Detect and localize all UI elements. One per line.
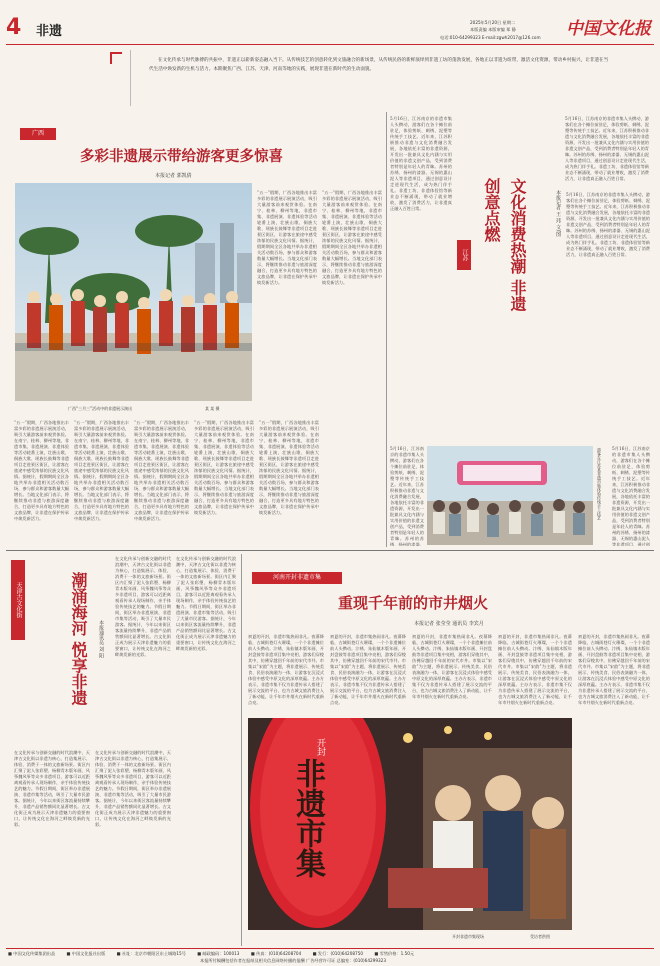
footer-item: ■ 邮政编码：100013 bbox=[197, 951, 240, 956]
section-name: 非遗 bbox=[36, 24, 63, 39]
intro-text: 在文化传承与时代脉搏的共振中，非遗正以崭新姿态融入当下。从传统技艺的创意转化到文旅融合的新场景，从传统民俗的新鲜演绎到非遗工坊的蓬勃发展，各地正以非遗为纽带，激活文化资源，带动乡村振兴，让非遗在当代生活中焕发新的生机与活力。本期聚焦广西、江苏、天津、河南等地的实践，展现非遗在新时代的生动面貌。 bbox=[149, 58, 609, 72]
guangxi-body-col3: “五一”假期，广西各地推出丰富多彩的非遗展示展演活动，吸引大量游客前来观赏体验。在南宁、桂林、柳州等地，非遗市集、非遗展演、非遗体验等活动轮番上演，壮族山歌、侗族大歌、瑶族长鼓舞等非遗项目走进景区街区，让游客在旅途中感受浓郁的民族文化风情。据统计，假期期间全区各地共举办非遗相关活动数百场，参与群众和游客数量大幅增长。当地文化部门表示，将继续推动非遗与旅游深度融合，打造更多具有地方特色的文旅品牌，让非遗在保护传承中焕发新活力。 bbox=[74, 420, 129, 521]
henan-body-col5: 初夏的开封，非遗市集热闹非凡。夜幕降临，古城街巷灯火璀璨，一个个非遗摊位前人头攒动。汴绣、朱仙镇木版年画、开封盘鼓等非遗项目集中亮相，游客们穿梭其中，仿佛穿越回千年前的宋代市井。市集以“宋韵”为主题，将非遗展示、传统美食、民俗表演融为一体，让游客在沉浸式体验中感受中原文化的深厚底蕴。主办方表示，非遗市集不仅为非遗传承人搭建了展示交流的平台，也为古城文旅消费注入了新动能，让千年市井烟火在新时代重新点亮。 bbox=[578, 634, 650, 705]
jiangsu-body-col5: 5月16日，江苏南京的非遗市集人头攒动，游客们在各个摊位前驻足，体验剪纸、刺绣、泥塑等传统手工技艺。近年来，江苏积极推动非遗与文化消费融合发展，各地依托丰富的非遗资源，开发出一批兼具文化内涵与实用价值的非遗文创产品，受到消费者特别是年轻人的青睐。苏州的苏绣、扬州的漆器、无锡的惠山泥人等非遗项目，通过创 bbox=[612, 446, 650, 546]
footer-legal: 本报所付稿酬包括作者在报纸及相关信息网络传播的报酬 广告经营许可证 总编室：(010)64299323 bbox=[200, 958, 386, 963]
phone-email: 电话:010-64299323 E-mail:zgwh2017@126.com bbox=[440, 35, 541, 40]
henan-byline: 本报记者 张莹莹 通讯员 李宾月 bbox=[414, 621, 484, 627]
jiangsu-body-col2: 5月16日，江苏南京的非遗市集人头攒动，游客们在各个摊位前驻足，体验剪纸、刺绣、泥塑等传统手工技艺。近年来，江苏积极推动非遗与文化消费融合发展，各地依托丰富的非遗资源，开发出一批兼具文化内涵与实用价值的非遗文创产品，受到消费者特别是年轻人的青睐。苏州的苏绣、扬州的漆器、无锡的惠山泥人等非遗项目，通过创意设计走进现代生活，成为热门伴手礼。非遗工坊、非遗体验馆等新业态不断涌现，带动了就业增收，激发了消费活力，让非遗真正融入百姓日常。 bbox=[565, 116, 649, 181]
footer-item: ■ 社址：北京市朝阳区东土城路15号 bbox=[116, 951, 186, 956]
footer-rule bbox=[6, 948, 654, 949]
page-number: 4 bbox=[6, 15, 22, 40]
guangxi-caption: 广西“三月三”活动中的非遗展示演出 bbox=[68, 406, 133, 411]
lower-vertical-rule bbox=[241, 554, 242, 946]
henan-tag: 河南开封非遗市集 bbox=[252, 572, 342, 584]
guangxi-photo-art bbox=[15, 183, 252, 401]
tianjin-body-col1: 在文化传承与创新交融的时代浪潮中，天津古文化街以非遗为核心，打造集展示、体验、消费于一体的文旅新场景。街区内汇聚了泥人张彩塑、杨柳青木版年画、风筝魏风筝等众多非遗项目，游客可以近距离观看传承人现场制作，亲手体验传统技艺的魅力。节假日期间，街区举办非遗展演、非遗市集等活动，吸引了大量市民游客。据统计，今年以来街区客流量持续攀升，非遗产品销售额同比显著增长。古文化街正成为展示天津非遗魅力的重要窗口，让传统文化在海河之畔焕发新的光彩。 bbox=[115, 556, 171, 657]
newspaper-logo: 中国文化报 bbox=[566, 19, 651, 39]
jiangsu-headline: 文化消费热潮 非遗创意点燃 bbox=[482, 178, 527, 312]
henan-body-col4: 初夏的开封，非遗市集热闹非凡。夜幕降临，古城街巷灯火璀璨，一个个非遗摊位前人头攒动。汴绣、朱仙镇木版年画、开封盘鼓等非遗项目集中亮相，游客们穿梭其中，仿佛穿越回千年前的宋代市井。市集以“宋韵”为主题，将非遗展示、传统美食、民俗表演融为一体，让游客在沉浸式体验中感受中原文化的深厚底蕴。主办方表示，非遗市集不仅为非遗传承人搭建了展示交流的平台，也为古城文旅消费注入了新动能，让千年市井烟火在新时代重新点亮。 bbox=[498, 634, 572, 705]
tianjin-body-col3: 在文化传承与创新交融的时代浪潮中，天津古文化街以非遗为核心，打造集展示、体验、消费于一体的文旅新场景。街区内汇聚了泥人张彩塑、杨柳青木版年画、风筝魏风筝等众多非遗项目，游客可以近距离观看传承人现场制作，亲手体验传统技艺的魅力。节假日期间，街区举办非遗展演、非遗市集等活动，吸引了大量市民游客。据统计，今年以来街区客流量持续攀升，非遗产品销售额同比显著增长。古文化街正成为展示天津非遗魅力的重要窗口，让传统文化在海河之畔焕发新的光彩。 bbox=[14, 750, 90, 827]
guangxi-body-col2: “五一”假期，广西各地推出丰富多彩的非遗展示展演活动，吸引大量游客前来观赏体验。在南宁、桂林、柳州等地，非遗市集、非遗展演、非遗体验等活动轮番上演，壮族山歌、侗族大歌、瑶族长鼓舞等非遗项目走进景区街区，让游客在旅途中感受浓郁的民族文化风情。据统计，假期期间全区各地共举办非遗相关活动数百场，参与群众和游客数量大幅增长。当地文化部门表示，将继续推动非遗与旅游深度融合，打造更多具有地方特色的文旅品牌，让非遗在保护传承中焕发新活力。 bbox=[14, 420, 69, 521]
henan-photo bbox=[248, 718, 572, 930]
jiangsu-body-col4: 5月16日，江苏南京的非遗市集人头攒动，游客们在各个摊位前驻足，体验剪纸、刺绣、泥塑等传统手工技艺。近年来，江苏积极推动非遗与文化消费融合发展，各地依托丰富的非遗资源，开发出一批兼具文化内涵与实用价值的非遗文创产品，受到消费者特别是年轻人的青睐。苏州的苏绣、扬州的漆器、 bbox=[390, 446, 424, 546]
guangxi-tag: 广西 bbox=[20, 128, 56, 140]
tianjin-body-col4: 在文化传承与创新交融的时代浪潮中，天津古文化街以非遗为核心，打造集展示、体验、消费于一体的文旅新场景。街区内汇聚了泥人张彩塑、杨柳青木版年画、风筝魏风筝等众多非遗项目，游客可以近距离观看传承人现场制作，亲手体验传统技艺的魅力。节假日期间，街区举办非遗展演、非遗市集等活动，吸引了大量市民游客。据统计，今年以来街区客流量持续攀升，非遗产品销售额同比显著增长。古文化街正成为展示天津非遗魅力的重要窗口，让传统文化在海河之畔焕发新的光彩。 bbox=[95, 750, 171, 827]
jiangsu-tag: 江苏 bbox=[457, 240, 471, 270]
jiangsu-body-col1: 5月16日，江苏南京的非遗市集人头攒动，游客们在各个摊位前驻足，体验剪纸、刺绣、泥塑等传统手工技艺。近年来，江苏积极推动非遗与文化消费融合发展，各地依托丰富的非遗资源，开发出一批兼具文化内涵与实用价值的非遗文创产品，受到消费者特别是年轻人的青睐。苏州的苏绣、扬州的漆器、无锡的惠山泥人等非遗项目，通过创意设计走进现代生活，成为热门伴手礼。非遗工坊、非遗体验馆等新业态不断涌现，带动了就业增收，激发了消费活力，让非遗真正融入百姓日常。 bbox=[390, 116, 452, 211]
guangxi-body-col1: “五一”假期，广西各地推出丰富多彩的非遗展示展演活动，吸引大量游客前来观赏体验。在南宁、桂林、柳州等地，非遗市集、非遗展演、非遗体验等活动轮番上演，壮族山歌、侗族大歌、瑶族长鼓舞等非遗项目走进景区街区，让游客在旅途中感受浓郁的民族文化风情。据统计，假期期间全区各地共举办非遗相关活动数百场，参与群众和游客数量大幅增长。当地文化部门表示，将继续推动非遗与旅游深度融合，打造更多具有地方特色的文旅品牌，让非遗在保护传承中焕发新活力。 bbox=[257, 190, 317, 285]
footer-info bbox=[8, 951, 654, 957]
henan-sign-small: 开封 bbox=[315, 738, 325, 756]
footer-item: ■ 中国文化传媒集团出品 bbox=[8, 951, 56, 956]
intro-box bbox=[130, 50, 630, 106]
jiangsu-photo bbox=[427, 446, 593, 545]
jiangsu-byline: 本报记者 王 玮 文/图 bbox=[555, 190, 561, 237]
mid-rule bbox=[6, 550, 654, 551]
henan-body-col2: 初夏的开封，非遗市集热闹非凡。夜幕降临，古城街巷灯火璀璨，一个个非遗摊位前人头攒动。汴绣、朱仙镇木版年画、开封盘鼓等非遗项目集中亮相，游客们穿梭其中，仿佛穿越回千年前的宋代市井。市集以“宋韵”为主题，将非遗展示、传统美食、民俗表演融为一体，让游客在沉浸式体验中感受中原文化的深厚底蕴。主办方表示，非遗市集不仅为非遗传承人搭建了展示交流的平台，也为古城文旅消费注入了新动能，让千年市井烟火在新时代重新点亮。 bbox=[330, 634, 406, 705]
guangxi-body-col4: “五一”假期，广西各地推出丰富多彩的非遗展示展演活动，吸引大量游客前来观赏体验。在南宁、桂林、柳州等地，非遗市集、非遗展演、非遗体验等活动轮番上演，壮族山歌、侗族大歌、瑶族长鼓舞等非遗项目走进景区街区，让游客在旅途中感受浓郁的民族文化风情。据统计，假期期间全区各地共举办非遗相关活动数百场，参与群众和游客数量大幅增长。当地文化部门表示，将继续推动非遗与旅游深度融合，打造更多具有地方特色的文旅品牌，让非遗在保护传承中焕发新活力。 bbox=[134, 420, 189, 521]
tianjin-tag: 天津古文化街 bbox=[11, 560, 25, 640]
tianjin-byline: 本报通讯员 刘 阳 bbox=[98, 620, 104, 659]
footer-item: ■ 零售价格：1.50元 bbox=[374, 951, 415, 956]
tianjin-body-col2: 在文化传承与创新交融的时代浪潮中，天津古文化街以非遗为核心，打造集展示、体验、消费于一体的文旅新场景。街区内汇聚了泥人张彩塑、杨柳青木版年画、风筝魏风筝等众多非遗项目，游客可以近距离观看传承人现场制作，亲手体验传统技艺的魅力。节假日期间，街区举办非遗展演、非遗市集等活动，吸引了大量市民游客。据统计，今年以来街区客流量持续攀升，非遗产品销售额同比显著增长。古文化街正成为展示天津非遗魅力的重要窗口，让传统文化在海河之畔焕发新的光彩。 bbox=[176, 556, 236, 651]
henan-headline: 重现千年前的市井烟火 bbox=[338, 594, 489, 612]
footer-item: ■ 中国文化报社出版 bbox=[66, 951, 106, 956]
jiangsu-body-col3: 5月16日，江苏南京的非遗市集人头攒动，游客们在各个摊位前驻足，体验剪纸、刺绣、泥塑等传统手工技艺。近年来，江苏积极推动非遗与文化消费融合发展，各地依托丰富的非遗资源，开发出一批兼具文化内涵与实用价值的非遗文创产品，受到消费者特别是年轻人的青睐。苏州的苏绣、扬州的漆器、无锡的惠山泥人等非遗项目，通过创意设计走进现代生活，成为热门伴手礼。非遗工坊、非遗体验馆等新业态不断涌现，带动了就业增收，激发了消费活力，让非遗真正融入百姓日常。 bbox=[566, 192, 650, 257]
henan-sign-big: 非遗市集 bbox=[290, 758, 325, 878]
henan-caption: 开封非遗市集现场 bbox=[452, 934, 484, 939]
henan-body-col1: 初夏的开封，非遗市集热闹非凡。夜幕降临，古城街巷灯火璀璨，一个个非遗摊位前人头攒动。汴绣、朱仙镇木版年画、开封盘鼓等非遗项目集中亮相，游客们穿梭其中，仿佛穿越回千年前的宋代市井。市集以“宋韵”为主题，将非遗展示、传统美食、民俗表演融为一体，让游客在沉浸式体验中感受中原文化的深厚底蕴。主办方表示，非遗市集不仅为非遗传承人搭建了展示交流的平台，也为古城文旅消费注入了新动能，让千年市井烟火在新时代重新点亮。 bbox=[248, 634, 324, 705]
tianjin-headline: 潮涌海河 悦享非遗 bbox=[69, 572, 88, 706]
guangxi-body-col6: “五一”假期，广西各地推出丰富多彩的非遗展示展演活动，吸引大量游客前来观赏体验。在南宁、桂林、柳州等地，非遗市集、非遗展演、非遗体验等活动轮番上演，壮族山歌、侗族大歌、瑶族长鼓舞等非遗项目走进景区街区，让游客在旅途中感受浓郁的民族文化风情。据统计，假期期间全区各地共举办非遗相关活动数百场，参与群众和游客数量大幅增长。当地文化部门表示，将继续推动非遗与旅游深度融合，打造更多具有地方特色的文旅品牌，让非遗在保护传承中焕发新活力。 bbox=[259, 420, 319, 515]
guangxi-byline: 本报记者 郭凯倩 bbox=[155, 173, 192, 179]
intro-bracket-icon bbox=[110, 52, 122, 64]
guangxi-body-col5: “五一”假期，广西各地推出丰富多彩的非遗展示展演活动，吸引大量游客前来观赏体验。在南宁、桂林、柳州等地，非遗市集、非遗展演、非遗体验等活动轮番上演，壮族山歌、侗族大歌、瑶族长鼓舞等非遗项目走进景区街区，让游客在旅途中感受浓郁的民族文化风情。据统计，假期期间全区各地共举办非遗相关活动数百场，参与群众和游客数量大幅增长。当地文化部门表示，将继续推动非遗与旅游深度融合，打造更多具有地方特色的文旅品牌，让非遗在保护传承中焕发新活力。 bbox=[194, 420, 254, 515]
header-rule bbox=[6, 44, 654, 45]
guangxi-body-col7: “五一”假期，广西各地推出丰富多彩的非遗展示展演活动，吸引大量游客前来观赏体验。在南宁、桂林、柳州等地，非遗市集、非遗展演、非遗体验等活动轮番上演，壮族山歌、侗族大歌、瑶族长鼓舞等非遗项目走进景区街区，让游客在旅途中感受浓郁的民族文化风情。据统计，假期期间全区各地共举办非遗相关活动数百场，参与群众和游客数量大幅增长。当地文化部门表示，将继续推动非遗与旅游深度融合，打造更多具有地方特色的文旅品牌，让非遗在保护传承中焕发新活力。 bbox=[322, 190, 382, 285]
henan-body-col3: 初夏的开封，非遗市集热闹非凡。夜幕降临，古城街巷灯火璀璨，一个个非遗摊位前人头攒动。汴绣、朱仙镇木版年画、开封盘鼓等非遗项目集中亮相，游客们穿梭其中，仿佛穿越回千年前的宋代市井。市集以“宋韵”为主题，将非遗展示、传统美食、民俗表演融为一体，让游客在沉浸式体验中感受中原文化的深厚底蕴。主办方表示，非遗市集不仅为非遗传承人搭建了展示交流的平台，也为古城文旅消费注入了新动能，让千年市井烟火在新时代重新点亮。 bbox=[412, 634, 492, 699]
henan-credit: 受访者供图 bbox=[530, 934, 550, 939]
mid-vertical-rule bbox=[386, 112, 387, 547]
jiangsu-photo-art bbox=[427, 446, 593, 545]
guangxi-headline: 多彩非遗展示带给游客更多惊喜 bbox=[80, 148, 283, 165]
footer-item: ■ 发行：(010)64208750 bbox=[312, 951, 364, 956]
guangxi-credit: 某 某 摄 bbox=[205, 406, 220, 411]
editor-line: 本版责编 本版审编 郑 静 bbox=[470, 27, 516, 32]
guangxi-photo bbox=[15, 183, 252, 401]
footer-item: ■ 传真：(010)64208704 bbox=[250, 951, 302, 956]
date-line: 2025年5月20日 星期二 bbox=[470, 20, 516, 25]
jiangsu-caption: 游客在江苏某非遗市集体验传统手工技艺 bbox=[597, 448, 602, 520]
